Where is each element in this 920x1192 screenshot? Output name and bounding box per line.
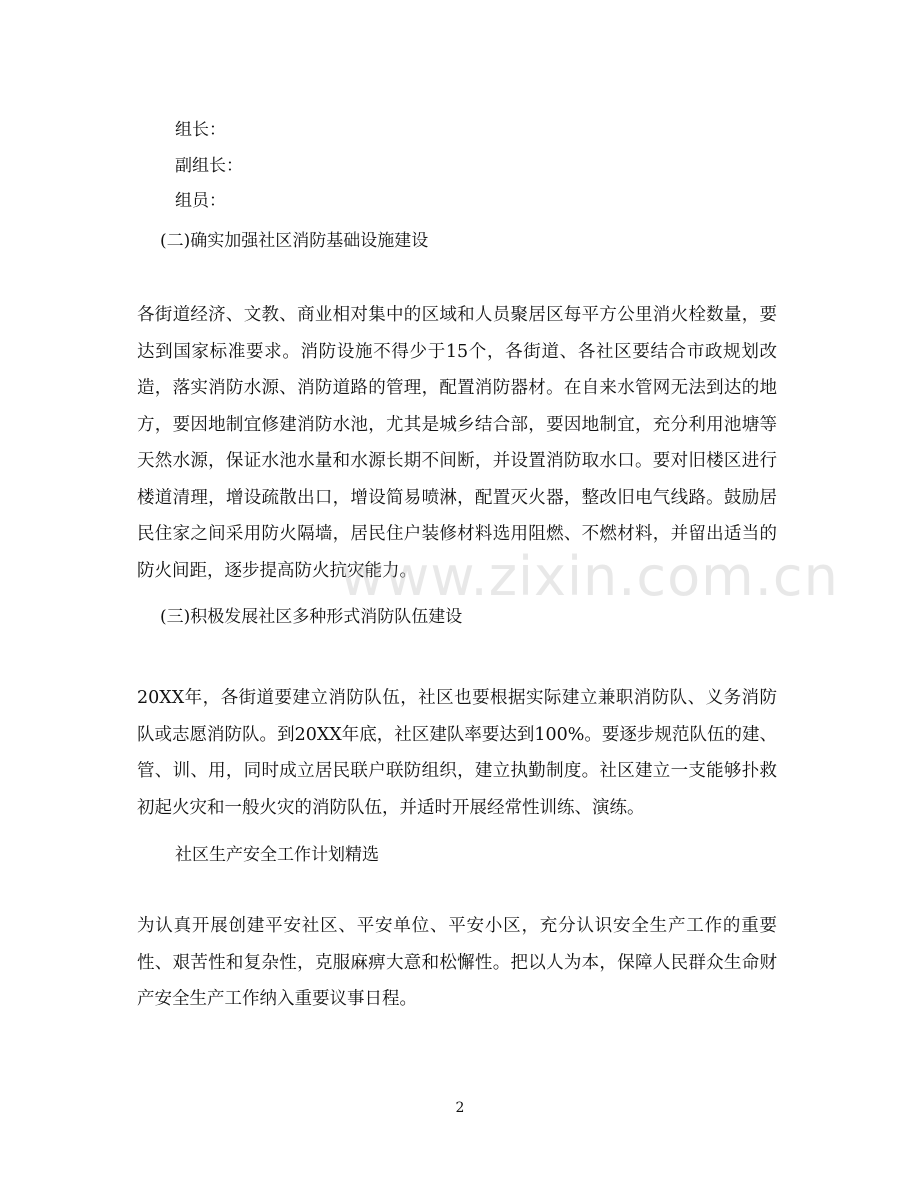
section2-heading: (二)确实加强社区消防基础设施建设 bbox=[160, 231, 429, 251]
section3-heading: (三)积极发展社区多种形式消防队伍建设 bbox=[160, 607, 463, 627]
watermark: www.zixin.com.cn bbox=[340, 545, 839, 608]
role-leader: 组长： bbox=[175, 120, 226, 140]
section2-body: 各街道经济、文教、商业相对集中的区域和人员聚居区每平方公里消火栓数量，要达到国家标准要求。消防设施不得少于15个，各街道、各社区要结合市政规划改造，落实消防水源、消防道路的管理，配置消防器材。在自来水管网无法到达的地方，要因地制宜修建消防水池，尤其是城乡结合部，要因地制宜，充分利用池塘等天然水源，保证水池水量和水源长期不间断，并设置消防取水口。要对旧楼区进行楼道清理，增设疏散出口，增设简易喷淋，配置灭火器，整改旧电气线路。鼓励居民住家之间采用防火隔墙，居民住户装修材料选用阻燃、不燃材料，并留出适当的防火间距，逐步提高防火抗灾能力。 bbox=[137, 305, 777, 581]
role-deputy-leader: 副组长： bbox=[175, 156, 243, 176]
page-number: 2 bbox=[455, 1100, 465, 1116]
plan-body: 为认真开展创建平安社区、平安单位、平安小区，充分认识安全生产工作的重要性、艰苦性和复杂性，克服麻痹大意和松懈性。把以人为本，保障人民群众生命财产安全生产工作纳入重要议事日程。 bbox=[137, 916, 777, 1009]
role-members: 组员： bbox=[175, 191, 226, 211]
plan-title: 社区生产安全工作计划精选 bbox=[175, 845, 379, 865]
section3-body: 20XX年，各街道要建立消防队伍，社区也要根据实际建立兼职消防队、义务消防队或志愿消防队。到20XX年底，社区建队率要达到100%。要逐步规范队伍的建、管、训、用，同时成立居民联户联防组织，建立执勤制度。社区建立一支能够扑救初起火灾和一般火灾的消防队伍，并适时开展经常性训练、演练。 bbox=[137, 688, 777, 818]
